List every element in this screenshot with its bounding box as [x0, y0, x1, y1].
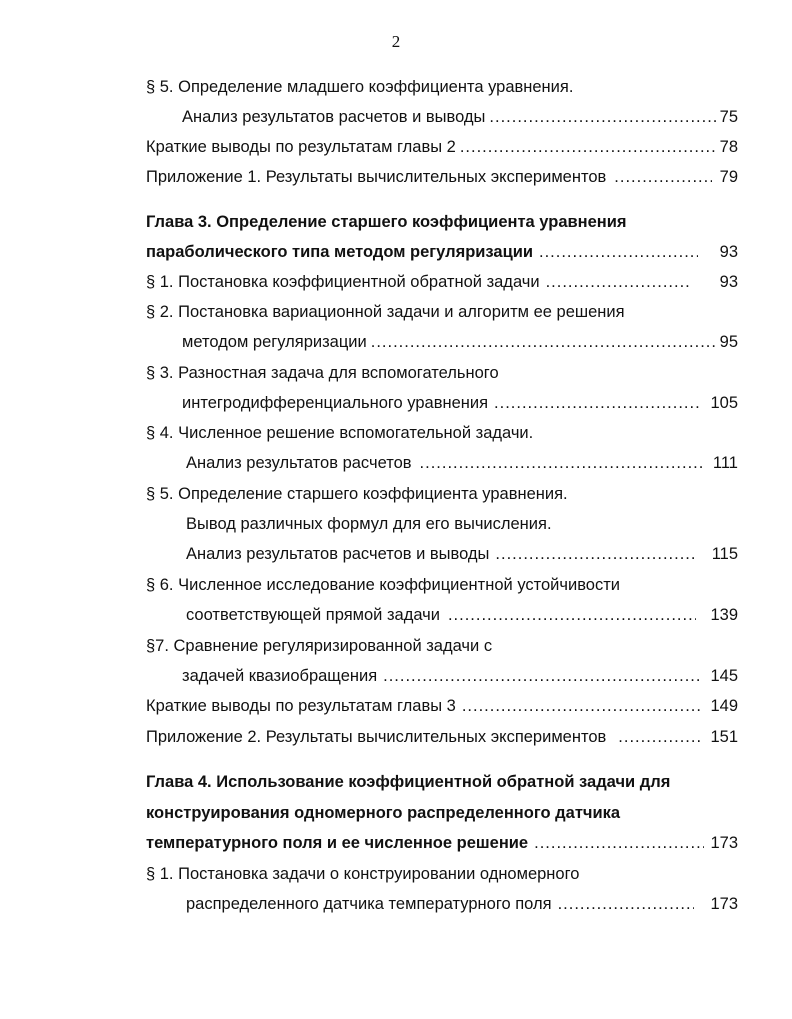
- toc-entry-text: § 1. Постановка коэффициентной обратной задачи: [146, 273, 540, 291]
- chapter-heading: [146, 803, 620, 823]
- toc-entry: [146, 302, 625, 322]
- toc-entry-text: § 3. Разностная задача для вспомогательного: [146, 364, 499, 382]
- toc-entry-text: параболического типа методом регуляризации: [146, 243, 534, 261]
- toc-entry-page: 173: [710, 834, 738, 852]
- toc-entry-text: § 4. Численное решение вспомогательной задачи.: [146, 424, 534, 442]
- toc-entry-page: 95: [719, 333, 738, 351]
- toc-entry: [146, 272, 738, 292]
- toc-entry-text: §7. Сравнение регуляризированной задачи с: [146, 637, 493, 655]
- toc-entry-text: задачей квазиобращения: [182, 667, 378, 685]
- toc-entry: [182, 332, 738, 352]
- toc-entry: [182, 666, 738, 686]
- dot-leader: [462, 696, 701, 716]
- toc-entry-text: Краткие выводы по результатам главы 2: [146, 138, 456, 156]
- toc-entry-text: соответствующей прямой задачи: [186, 606, 440, 624]
- toc-entry-text: Приложение 1. Результаты вычислительных экспериментов: [146, 168, 607, 186]
- dot-leader: [614, 167, 711, 187]
- toc-entry-text: § 5. Определение младшего коэффициента уравнения.: [146, 78, 574, 96]
- toc-entry: [146, 696, 738, 716]
- dot-leader: [371, 332, 716, 352]
- toc-entry: [186, 544, 738, 564]
- toc-entry-text: Краткие выводы по результатам главы 3: [146, 697, 456, 715]
- toc-entry-text: Глава 4. Использование коэффициентной обратной задачи для: [146, 773, 671, 791]
- toc-entry-text: распределенного датчика температурного поля: [186, 895, 552, 913]
- toc-entry: [146, 575, 620, 595]
- chapter-heading: [146, 772, 670, 792]
- dot-leader: [534, 833, 704, 853]
- toc-entry: [186, 453, 738, 473]
- toc-entry-page: 111: [712, 454, 738, 472]
- toc-entry: [182, 393, 738, 413]
- toc-entry-text: температурного поля и ее численное решение: [146, 834, 529, 852]
- toc-entry-text: § 2. Постановка вариационной задачи и алгоритм ее решения: [146, 303, 625, 321]
- toc-entry: [146, 77, 573, 97]
- toc-entry-text: интегродифференциального уравнения: [182, 394, 489, 412]
- dot-leader: [460, 137, 716, 157]
- dot-leader: [539, 242, 698, 262]
- toc-entry-text: Вывод различных формул для его вычисления.: [186, 515, 552, 533]
- toc-entry-page: 151: [710, 728, 738, 746]
- dot-leader: [546, 272, 690, 292]
- dot-leader: [489, 107, 715, 127]
- toc-entry-text: методом регуляризации: [182, 333, 367, 351]
- toc-entry-text: § 1. Постановка задачи о конструировании одномерного: [146, 865, 580, 883]
- toc-entry-text: Глава 3. Определение старшего коэффициента уравнения: [146, 213, 627, 231]
- dot-leader: [618, 727, 702, 747]
- toc-entry: [186, 605, 738, 625]
- toc-entry: [186, 514, 552, 534]
- toc-entry-page: 173: [710, 895, 738, 913]
- dot-leader: [558, 894, 695, 914]
- toc-entry-page: 149: [710, 697, 738, 715]
- dot-leader: [420, 453, 703, 473]
- chapter-heading: [146, 212, 627, 232]
- toc-entry-text: Анализ результатов расчетов и выводы: [186, 545, 490, 563]
- dot-leader: [383, 666, 700, 686]
- toc-entry: [146, 864, 579, 884]
- toc-entry: [146, 727, 738, 747]
- toc-entry-text: § 5. Определение старшего коэффициента уравнения.: [146, 485, 568, 503]
- chapter-heading: [146, 242, 738, 262]
- toc-entry-page: 115: [711, 545, 738, 563]
- toc-entry: [146, 167, 738, 187]
- toc-entry: [186, 894, 738, 914]
- toc-entry-page: 145: [710, 667, 738, 685]
- toc-entry-page: 93: [719, 273, 738, 291]
- toc-entry: [146, 636, 492, 656]
- toc-entry-text: Анализ результатов расчетов: [186, 454, 412, 472]
- dot-leader: [494, 393, 700, 413]
- toc-entry-page: 78: [719, 138, 738, 156]
- toc-entry: [182, 107, 738, 127]
- toc-entry-page: 139: [710, 606, 738, 624]
- toc-entry-page: 105: [710, 394, 738, 412]
- toc-entry-text: Анализ результатов расчетов и выводы: [182, 108, 486, 126]
- toc-entry-page: 75: [719, 108, 738, 126]
- toc-entry-text: § 6. Численное исследование коэффициентной устойчивости: [146, 576, 620, 594]
- toc-entry-page: 93: [719, 243, 738, 261]
- dot-leader: [495, 544, 697, 564]
- dot-leader: [448, 605, 697, 625]
- toc-entry: [146, 423, 533, 443]
- page-number: 2: [391, 32, 401, 51]
- toc-entry-text: Приложение 2. Результаты вычислительных экспериментов: [146, 728, 607, 746]
- toc-entry-page: 79: [719, 168, 738, 186]
- toc-entry: [146, 484, 568, 504]
- toc-entry: [146, 137, 738, 157]
- toc-entry-text: конструирования одномерного распределенного датчика: [146, 804, 621, 822]
- chapter-heading: [146, 833, 738, 853]
- toc-entry: [146, 363, 499, 383]
